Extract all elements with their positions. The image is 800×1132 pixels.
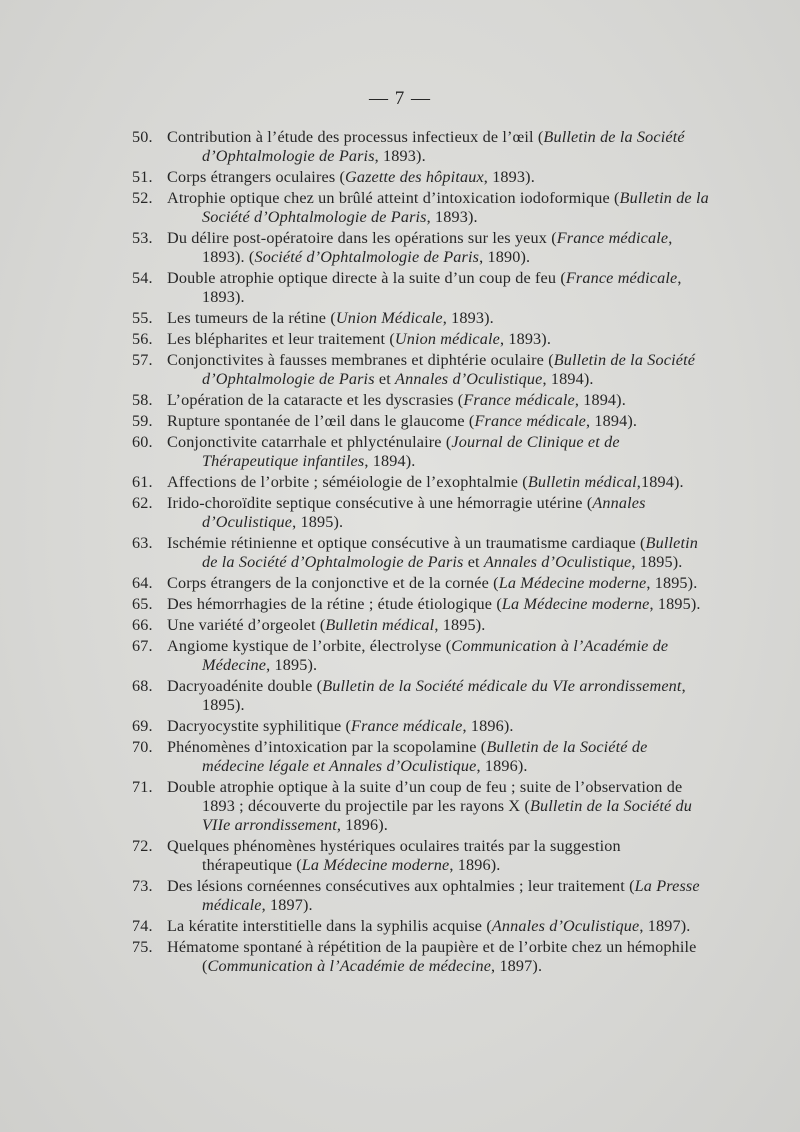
entry-text: Des lésions cornéennes consécutives aux ophtalmies ; leur traitement ( [167,877,635,895]
entry-text: Contribution à l’étude des processus infectieux de l’œil ( [167,128,544,146]
entry-text: , 1894). [364,452,416,470]
bibliography-entry [0,473,709,492]
bibliography-entry [0,433,709,471]
bibliography-list [0,128,800,978]
entry-number: 64. [132,574,153,592]
entry-text: Rupture spontanée de l’œil dans le glaucome ( [167,412,475,430]
entry-number: 63. [132,534,153,552]
bibliography-entry [0,574,709,593]
entry-source: Bulletin médical [527,473,637,491]
entry-number: 71. [132,778,153,796]
bibliography-entry [0,168,709,187]
entry-text: , 1893). [499,330,552,348]
entry-source: La Médecine moderne [501,595,650,613]
bibliography-entry [0,128,709,166]
entry-source: Bulletin de la Société du VIIe arrondissement [202,797,692,834]
entry-text: Dacryoadénite double ( [167,677,323,695]
bibliography-entry [0,391,709,410]
entry-number: 61. [132,473,153,491]
entry-text: , 1895). [434,616,486,634]
entry-source: Annales d’Oculistique [483,553,632,571]
entry-text: , 1895). [631,553,683,571]
bibliography-entry [0,738,709,776]
entry-text: , 1893). [483,168,535,186]
entry-source: Bulletin de la Société d’Ophtalmologie de Paris [202,351,696,388]
bibliography-entry [0,637,709,675]
entry-number: 73. [132,877,153,895]
entry-text: La kératite interstitielle dans la syphilis acquise ( [167,917,492,935]
entry-number: 59. [132,412,153,430]
entry-text: Atrophie optique chez un brûlé atteint d’intoxication iodoformique ( [167,189,620,207]
entry-source: Bulletin de la Société d’Ophtalmologie de Paris [202,128,685,165]
entry-text: , 1894). [542,370,594,388]
bibliography-entry [0,330,709,349]
bibliography-entry [0,677,709,715]
entry-text: Conjonctivites à fausses membranes et diphtérie oculaire ( [167,351,554,369]
entry-text: , 1896). [476,757,528,775]
entry-number: 52. [132,189,153,207]
entry-source: Communication à l’Académie de médecine [207,957,492,975]
entry-number: 54. [132,269,153,287]
page-number: — 7 — [369,88,431,109]
bibliography-entry [0,494,709,532]
entry-text: Double atrophie optique directe à la suite d’un coup de feu ( [167,269,566,287]
entry-number: 70. [132,738,153,756]
entry-number: 53. [132,229,153,247]
entry-text: , 1890). [479,248,531,266]
entry-number: 56. [132,330,153,348]
bibliography-entry [0,412,709,431]
entry-text: Les blépharites et leur traitement ( [167,330,395,348]
entry-text: Les tumeurs de la rétine ( [167,309,336,327]
bibliography-entry [0,616,709,635]
bibliography-entry [0,837,709,875]
entry-source: France médicale [474,412,586,430]
entry-text: Corps étrangers de la conjonctive et de la cornée ( [167,574,499,592]
entry-text: , 1896). [449,856,501,874]
entry-text: , 1895). [202,677,686,714]
entry-number: 66. [132,616,153,634]
entry-source: France médicale [565,269,678,287]
entry-text: , 1893). [374,147,426,165]
entry-text: Corps étrangers oculaires ( [167,168,346,186]
entry-text: , 1896). [462,717,514,735]
entry-text: , 1893). [426,208,478,226]
entry-source: La Médecine moderne [301,856,450,874]
entry-number: 60. [132,433,153,451]
entry-text: , 1895). [646,574,698,592]
entry-text: , 1895). [292,513,344,531]
bibliography-entry [0,269,709,307]
entry-text: et [374,370,396,388]
entry-text: , 1894). [585,412,638,430]
entry-text: , 1895). [649,595,701,613]
entry-source: France médicale [463,391,575,409]
entry-text: ,1894). [636,473,684,491]
entry-number: 50. [132,128,153,146]
entry-source: Communication à l’Académie de Médecine [202,637,669,674]
entry-text: et [463,553,484,571]
entry-source: Bulletin médical [325,616,435,634]
entry-number: 68. [132,677,153,695]
entry-source: Bulletin de la Société d’Ophtalmologie de Paris [202,189,709,226]
entry-text: Des hémorrhagies de la rétine ; étude étiologique ( [167,595,502,613]
bibliography-entry [0,189,709,227]
entry-number: 58. [132,391,153,409]
entry-text: , 1895). [266,656,318,674]
entry-number: 67. [132,637,153,655]
entry-text: , 1896). [336,816,388,834]
entry-number: 74. [132,917,153,935]
entry-text: Du délire post-opératoire dans les opérations sur les yeux ( [167,229,557,247]
entry-text: , 1897). [639,917,691,935]
bibliography-entry [0,717,709,736]
entry-text: Ischémie rétinienne et optique consécutive à un traumatisme cardiaque ( [167,534,646,552]
entry-source: France médicale [556,229,669,247]
entry-number: 62. [132,494,153,512]
entry-text: Phénomènes d’intoxication par la scopolamine ( [167,738,487,756]
entry-text: , 1893). ( [202,229,673,266]
entry-source: La Presse médicale [202,877,700,914]
entry-source: Union Médicale [335,309,443,327]
entry-source: France médicale [351,717,463,735]
entry-source: Annales d’Oculistique [491,917,640,935]
entry-source: Gazette des hôpitaux [345,168,484,186]
entry-text: Conjonctivite catarrhale et phlycténulaire ( [167,433,452,451]
bibliography-entry [0,229,709,267]
entry-text: , 1897). [491,957,543,975]
entry-text: Une variété d’orgeolet ( [167,616,326,634]
entry-text: Affections de l’orbite ; séméiologie de l’exophtalmie ( [167,473,528,491]
bibliography-entry [0,595,709,614]
bibliography-entry [0,778,709,835]
bibliography-entry [0,309,709,328]
bibliography-entry [0,351,709,389]
entry-text: , 1893). [442,309,494,327]
entry-number: 75. [132,938,153,956]
bibliography-entry [0,917,709,936]
entry-text: Angiome kystique de l’orbite, électrolyse ( [167,637,452,655]
entry-number: 69. [132,717,153,735]
entry-text: , 1893). [202,269,682,306]
entry-number: 55. [132,309,153,327]
entry-source: Bulletin de la Société de médecine légale et Annales d’Oculistique [202,738,648,775]
entry-source: Annales d’Oculistique [395,370,543,388]
entry-source: Journal de Clinique et de Thérapeutique infantiles [202,433,620,470]
entry-text: , 1894). [574,391,626,409]
entry-number: 51. [132,168,153,186]
entry-source: Société d’Ophtalmologie de Paris [254,248,480,266]
entry-text: Double atrophie optique à la suite d’un coup de feu ; suite de l’observation de 1893 ; découverte du projectile par les rayons X ( [167,778,683,815]
entry-text: Hématome spontané à répétition de la paupière et de l’orbite chez un hémophile ( [167,938,697,975]
entry-text: L’opération de la cataracte et les dyscrasies ( [167,391,464,409]
entry-text: Quelques phénomènes hystériques oculaires traités par la suggestion thérapeutique ( [167,837,621,874]
bibliography-entry [0,877,709,915]
entry-text: , 1897). [261,896,313,914]
entry-text: Dacryocystite syphilitique ( [167,717,352,735]
entry-source: Annales d’Oculistique [202,494,646,531]
entry-text: Irido-choroïdite septique consécutive à une hémorragie utérine ( [167,494,593,512]
entry-source: Union médicale [394,330,500,348]
entry-number: 57. [132,351,153,369]
entry-number: 72. [132,837,153,855]
bibliography-entry [0,534,709,572]
entry-number: 65. [132,595,153,613]
bibliography-entry [0,938,709,976]
entry-source: Bulletin de la Société d’Ophtalmologie de Paris [202,534,698,571]
entry-source: La Médecine moderne [498,574,647,592]
entry-source: Bulletin de la Société médicale du VIe arrondissement [322,677,682,695]
